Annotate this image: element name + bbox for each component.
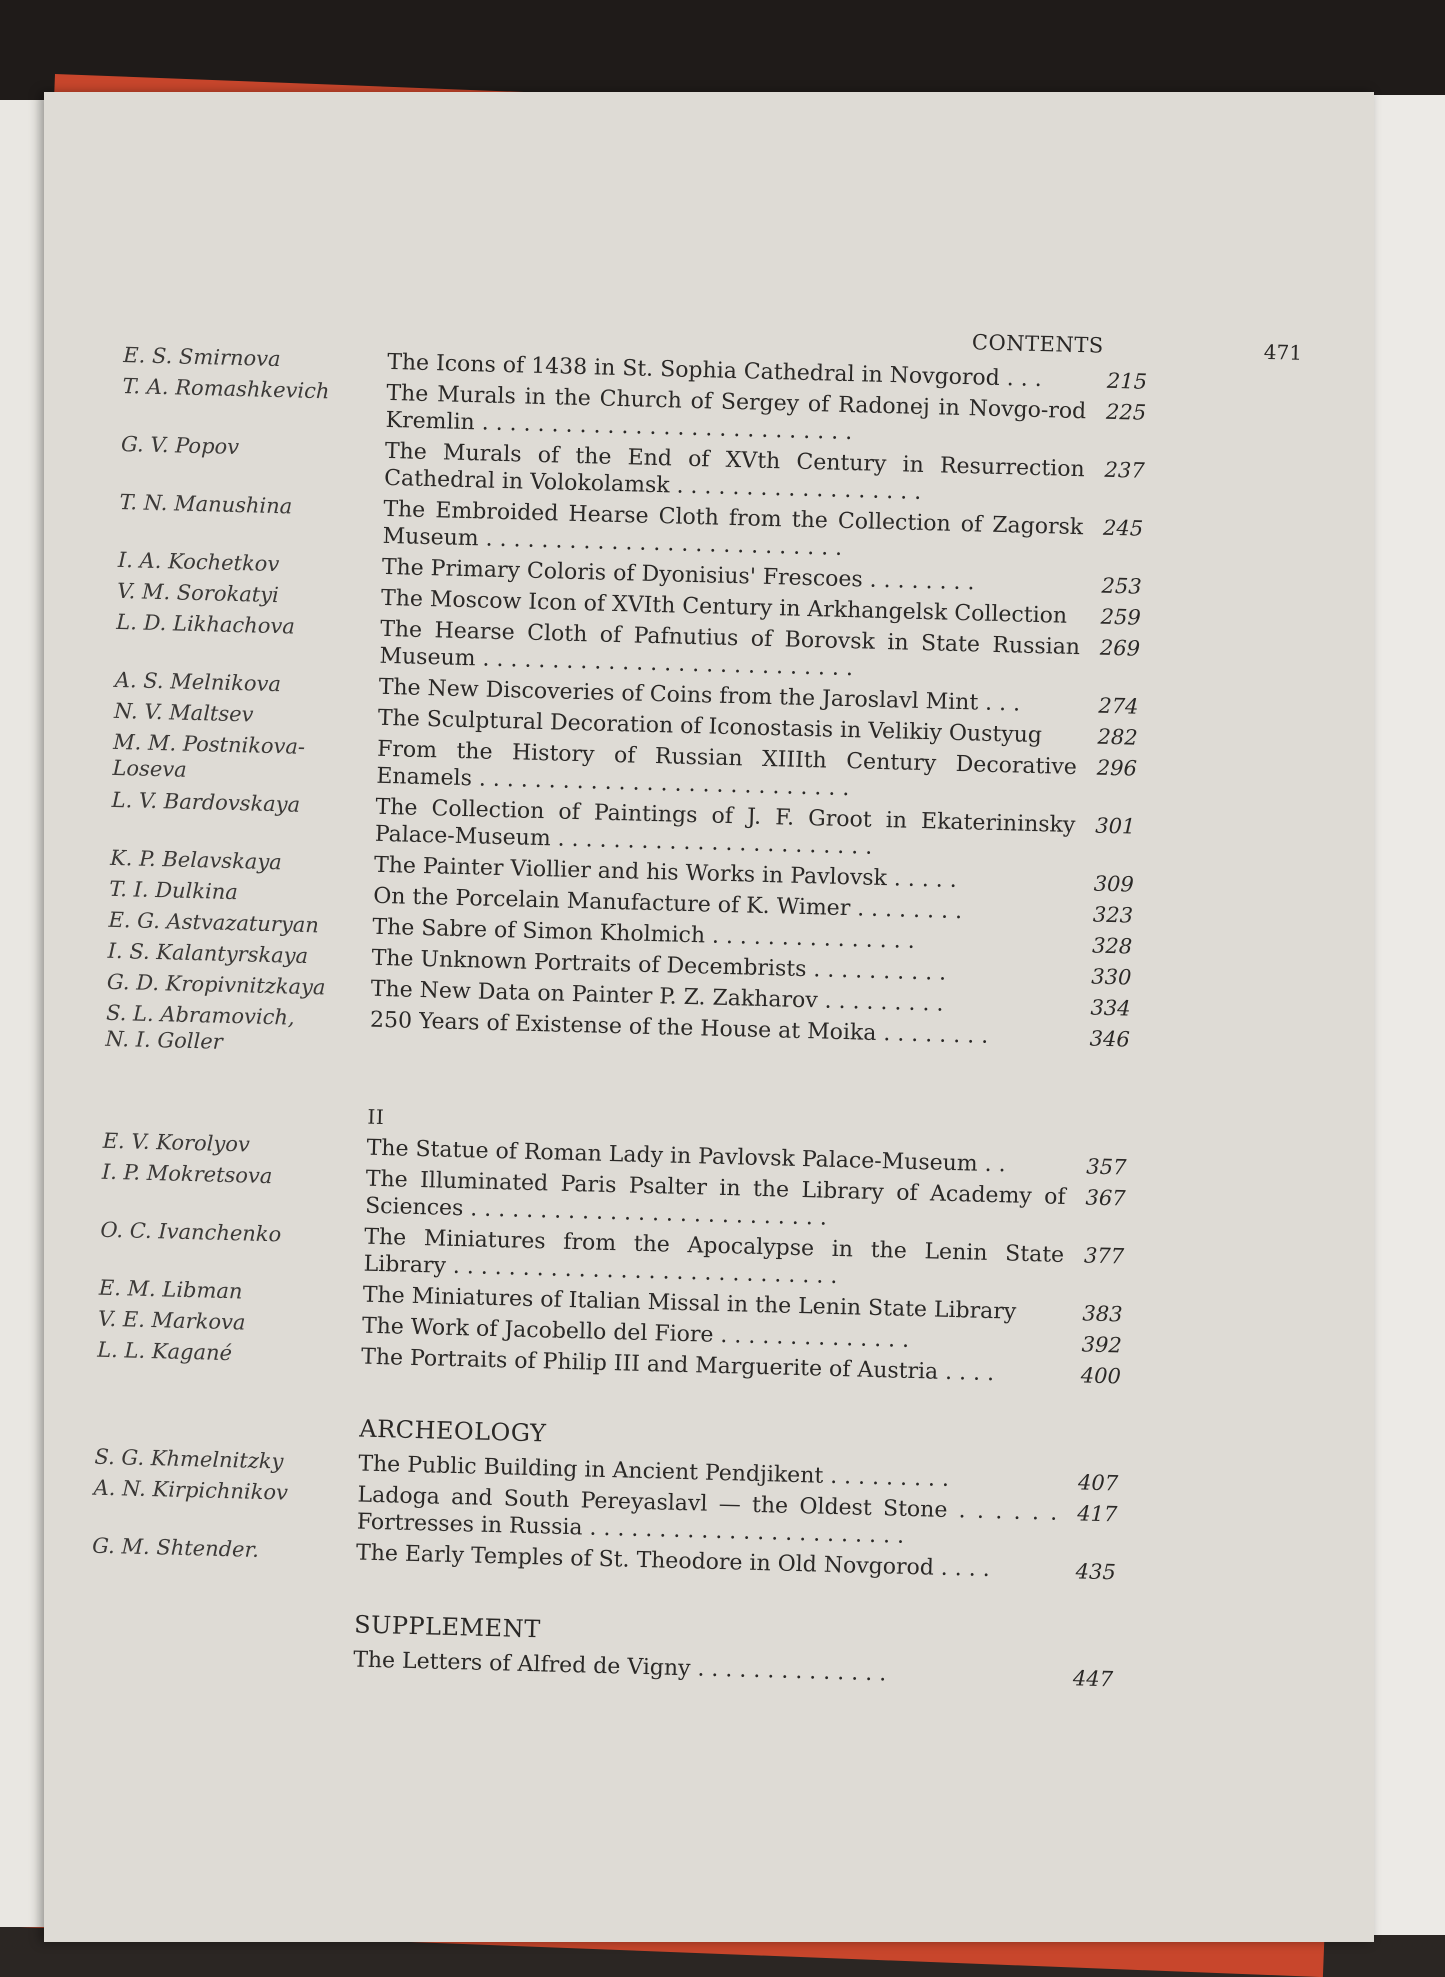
table-of-contents: [89, 339, 1323, 1702]
entry-page-number: 253: [1101, 573, 1142, 599]
entry-author: A. N. Kirpichnikov: [93, 1475, 289, 1505]
entry-page-number: 245: [1102, 515, 1144, 541]
entry-author: S. G. Khmelnitzky: [94, 1444, 284, 1474]
entry-title: The Unknown Portraits of Decembrists . . . . . . . . . .: [371, 945, 947, 986]
entry-page-number: 334: [1090, 995, 1131, 1021]
entries-list-two: [97, 1128, 1303, 1395]
entry-title: The Sabre of Simon Kholmich . . . . . . . . . . . . . . .: [372, 914, 916, 954]
entry-title: The Portraits of Philip III and Marguerite of Austria . . . .: [360, 1344, 995, 1387]
entry-author: V. M. Sorokatyi: [116, 578, 280, 608]
entry-page-number: 407: [1077, 1470, 1119, 1496]
entry-page-number: 269: [1099, 635, 1141, 661]
entry-page-number: 392: [1081, 1332, 1123, 1358]
entry-page-number: 282: [1097, 724, 1138, 750]
entry-author: E. V. Korolyov: [102, 1128, 251, 1157]
entry-author: [90, 1640, 354, 1647]
entry-title: The Moscow Icon of XVIth Century in Arkhangelsk Collection: [380, 585, 1068, 629]
entry-title: The Illuminated Paris Psalter in the Library of Academy of Sciences . . . . . . . . . . . . . . . . . . . . . . . . . .: [364, 1166, 1066, 1231]
entry-page-number: 259: [1100, 604, 1142, 630]
entry-author: A. S. Melnikova: [114, 667, 282, 697]
entry-title: The Miniatures of Italian Missal in the Lenin State Library: [362, 1282, 1017, 1325]
entry-page-number: 346: [1089, 1026, 1131, 1052]
entry-title: The Letters of Alfred de Vigny . . . . . . . . . . . . . .: [352, 1647, 887, 1687]
entry-page-number: 225: [1105, 399, 1147, 425]
entry-author: E. M. Libman: [98, 1275, 243, 1304]
entry-title: The Primary Coloris of Dyonisius' Frescoes . . . . . . . .: [381, 554, 975, 596]
entry-title: The Embroided Hearse Cloth from the Collection of Zagorsk Museum . . . . . . . . . . . . . . . . . . . . . . . . . .: [382, 496, 1084, 561]
entry-title: The Painter Viollier and his Works in Pavlovsk . . . . .: [373, 852, 958, 893]
entry-title: The Hearse Cloth of Pafnutius of Borovsk in State Russian Museum . . . . . . . . . . . . . . . . . . . . . . . . . . .: [379, 616, 1081, 682]
entry-author: L. V. Bardovskaya: [111, 787, 301, 817]
entry-page-number: 330: [1090, 964, 1132, 990]
entry-author: L. L. Kagané: [96, 1337, 233, 1366]
entry-page-number: 435: [1075, 1559, 1117, 1585]
entry-title: The Murals of the End of XVth Century in Resurrection Cathedral in Volokolamsk . . . . . . . . . . . . . . . . . .: [383, 438, 1085, 505]
entry-author: I. S. Kalantyrskaya: [107, 938, 309, 969]
entry-author: I. A. Kochetkov: [117, 547, 280, 577]
entry-page-number: 215: [1106, 368, 1148, 394]
entry-title: The Statue of Roman Lady in Pavlovsk Palace-Museum . .: [366, 1135, 1006, 1178]
entry-author: E. G. Astvazaturyan: [108, 907, 320, 938]
entry-author: G. V. Popov: [120, 431, 240, 460]
entry-author: I. P. Mokretsova: [101, 1159, 273, 1189]
contents-heading: CONTENTS: [971, 330, 1105, 358]
contents-block: [87, 330, 1324, 1781]
entry-page-number: 237: [1104, 457, 1145, 483]
entry-author: L. D. Likhachova: [116, 609, 296, 639]
entry-title: The Public Building in Ancient Pendjikent . . . . . . . . .: [358, 1451, 950, 1492]
entry-author: N. V. Maltsev: [113, 698, 254, 727]
entry-title: Ladoga and South Pereyaslavl — the Oldest Stone . . . . . . Fortresses in Russia . . . . . . . . . . . . . . . . . . . . . . .: [356, 1482, 1058, 1549]
entry-page-number: 328: [1091, 933, 1133, 959]
entry-page-number: 383: [1082, 1301, 1123, 1327]
entry-author: G. D. Kropivnitzkaya: [106, 969, 326, 1000]
entry-page-number: 309: [1093, 871, 1135, 897]
entry-author: K. P. Belavskaya: [109, 845, 283, 875]
entry-page-number: 301: [1094, 813, 1136, 839]
book-page: [44, 92, 1374, 1942]
entry-author: T. A. Romashkevich: [122, 373, 330, 404]
entry-page-number: 296: [1096, 755, 1138, 781]
entry-title: 250 Years of Existense of the House at Moika . . . . . . . .: [369, 1007, 989, 1049]
entry-author: M. M. Postnikova- Loseva: [112, 729, 306, 782]
entry-title: The Work of Jacobello del Fiore . . . . . . . . . . . . . .: [361, 1313, 910, 1353]
section-heading-supplement: SUPPLEMENT: [353, 1610, 542, 1644]
entry-title: The Sculptural Decoration of Iconostasis in Velikiy Oustyug: [377, 705, 1043, 749]
entry-page-number: 417: [1076, 1501, 1118, 1527]
entry-author: T. I. Dulkina: [109, 876, 239, 905]
entry-page-number: 274: [1098, 693, 1139, 719]
entry-page-number: 447: [1072, 1666, 1114, 1692]
entry-title: The Miniatures from the Apocalypse in the Lenin State Library . . . . . . . . . . . . . . . . . . . . . . . . . . . .: [363, 1224, 1065, 1289]
entry-page-number: 357: [1086, 1154, 1127, 1180]
entry-author: S. L. Abramovich, N. I. Goller: [105, 1000, 295, 1054]
entry-title: The Murals in the Church of Sergey of Radonej in Novgo-rod Kremlin . . . . . . . . . . . . . . . . . . . . . . . . . . .: [385, 380, 1087, 446]
entries-list-top: [105, 339, 1323, 1083]
section-heading-two: II: [367, 1104, 385, 1130]
entry-page-number: 377: [1083, 1243, 1125, 1269]
entry-author: G. M. Shtender.: [91, 1533, 260, 1562]
entry-title: The New Discoveries of Coins from the Jaroslavl Mint . . .: [378, 674, 1021, 717]
entry-author: O. C. Ivanchenko: [100, 1217, 282, 1247]
entry-title: The New Data on Painter P. Z. Zakharov . . . . . . . . .: [370, 976, 944, 1017]
entry-author: T. N. Manushina: [119, 489, 293, 519]
entry-title: The Collection of Paintings of J. F. Groot in Ekaterininsky Palace-Museum . . . . . . . . . . . . . . . . . . . . . . .: [374, 794, 1076, 860]
entry-title: From the History of Russian XIIIth Century Decorative Enamels . . . . . . . . . . . . . . . . . . . . . . . . . . .: [376, 736, 1078, 802]
entry-author: E. S. Smirnova: [123, 342, 281, 372]
entry-page-number: 323: [1092, 902, 1134, 928]
entry-title: On the Porcelain Manufacture of K. Wimer . . . . . . . .: [372, 883, 963, 925]
entry-page-number: 367: [1085, 1185, 1126, 1211]
entry-author: V. E. Markova: [97, 1306, 246, 1335]
entry-title: The Early Temples of St. Theodore in Old Novgorod . . . .: [355, 1540, 991, 1583]
entry-title: The Icons of 1438 in St. Sophia Cathedral in Novgorod . . .: [386, 349, 1043, 393]
section-heading-archeology: ARCHEOLOGY: [358, 1414, 547, 1448]
entry-page-number: 400: [1080, 1363, 1122, 1389]
page-number: 471: [1263, 339, 1303, 365]
